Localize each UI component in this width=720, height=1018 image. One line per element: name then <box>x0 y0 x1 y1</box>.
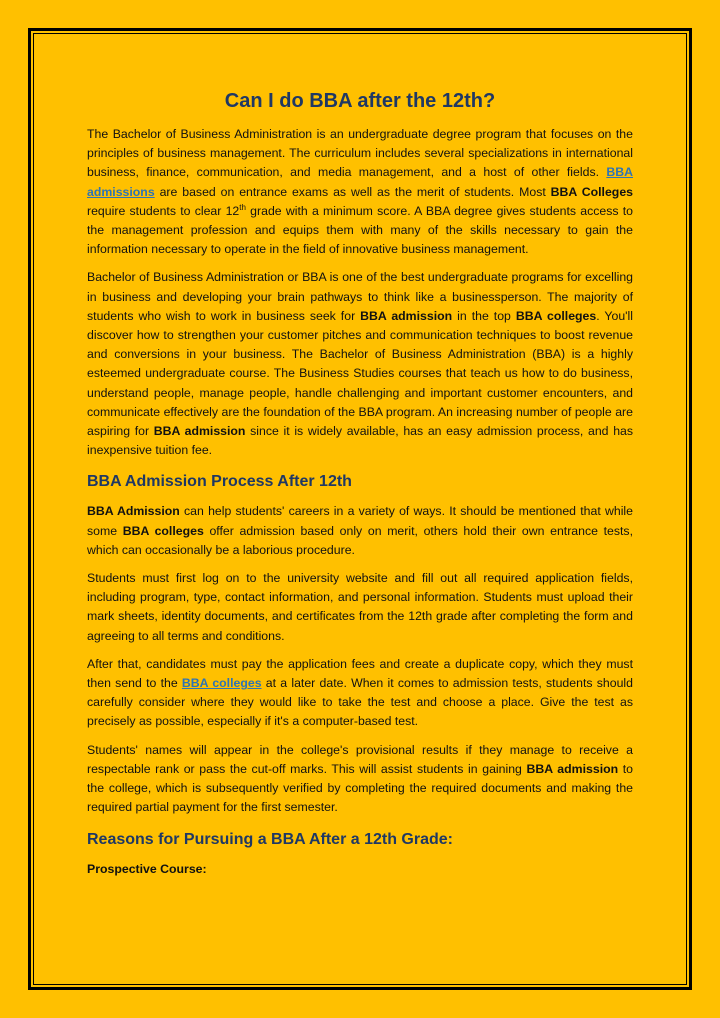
admission-paragraph-1 <box>87 502 633 560</box>
bba-admissions-link[interactable]: BBA admissions <box>87 165 633 199</box>
bold-term: BBA colleges <box>122 523 204 538</box>
admission-paragraph-2: Students must first log on to the university website and fill out all required application fields, including program, type, contact information, and personal information. Students must upload their mark sheets, identity documents, and certificates from the 12th grade after completing the form and agreeing to all terms and conditions. <box>87 571 633 643</box>
text: After that, candidates must pay the application fees and create a duplicate copy, which they must then send to the <box>87 656 633 691</box>
text: Students' names will appear in the college's provisional results if they manage to receive a respectable rank or pass the cut-off marks. This will assist students in gaining <box>87 742 633 776</box>
text: are based on entrance exams as well as the merit of students. Most <box>154 184 551 199</box>
text: . You'll discover how to strengthen your customer pitches and communication techniques to boost revenue and conversions in your business. The Bachelor of Business Administration (BBA) is a highly esteemed undergraduate course. The Business Studies courses that teach us how to do business, understand people, manage people, handle challenging and important customer encounters, and communicate effectively are the foundation of the BBA program. An increasing number of people are aspiring for <box>87 308 633 439</box>
section-heading-reasons: Reasons for Pursuing a BBA After a 12th Grade: <box>87 830 453 848</box>
text: since it is widely available, has an easy admission process, and has inexpensive tuition fee. <box>87 424 634 458</box>
bold-term: BBA Colleges <box>550 184 633 199</box>
text: The Bachelor of Business Administration is an undergraduate degree program that focuses on the principles of business management. The curriculum includes several specializations in international business, finance, communication, and media management, and a host of other fields. <box>87 127 633 180</box>
bold-term: BBA admission <box>153 424 246 439</box>
bold-term: BBA Admission <box>87 504 180 519</box>
document-body <box>87 86 633 879</box>
superscript: th <box>239 202 246 212</box>
bold-term: BBA admission <box>360 308 453 323</box>
bba-overview-paragraph <box>87 268 633 460</box>
text: in the top <box>452 308 516 323</box>
admission-paragraph-4 <box>87 741 633 818</box>
page-title: Can I do BBA after the 12th? <box>224 90 496 112</box>
text: to the college, which is subsequently verified by completing the required documents and making the required partial payment for the first semester. <box>87 761 634 815</box>
bold-term: BBA admission <box>526 761 619 776</box>
text: require students to clear 12 <box>87 203 240 218</box>
section-heading-admission-process: BBA Admission Process After 12th <box>87 473 352 491</box>
admission-paragraph-3 <box>87 655 633 732</box>
text: at a later date. When it comes to admission tests, students should carefully consider where they would like to take the test and choose a place. Give the test as precisely as possible, especially if it's a computer-based test. <box>87 676 633 729</box>
bba-colleges-link[interactable]: BBA colleges <box>181 676 262 691</box>
text: grade with a minimum score. A BBA degree gives students access to the management profession and equips them with many of the skills necessary to gain the information necessary to operate in the field of innovative business management. <box>87 203 633 257</box>
intro-paragraph <box>87 125 633 259</box>
bold-term: BBA colleges <box>515 308 597 323</box>
text: offer admission based only on merit, others hold their own entrance tests, which can occasionally be a laborious procedure. <box>87 523 633 557</box>
subheading-prospective-course: Prospective Course: <box>87 861 207 876</box>
text: can help students' careers in a variety of ways. It should be mentioned that while some <box>87 504 633 538</box>
text: Bachelor of Business Administration or BBA is one of the best undergraduate programs for excelling in business and developing your brain pathways to think like a businessperson. The majority of students who wish to work in business seek for <box>87 270 633 323</box>
